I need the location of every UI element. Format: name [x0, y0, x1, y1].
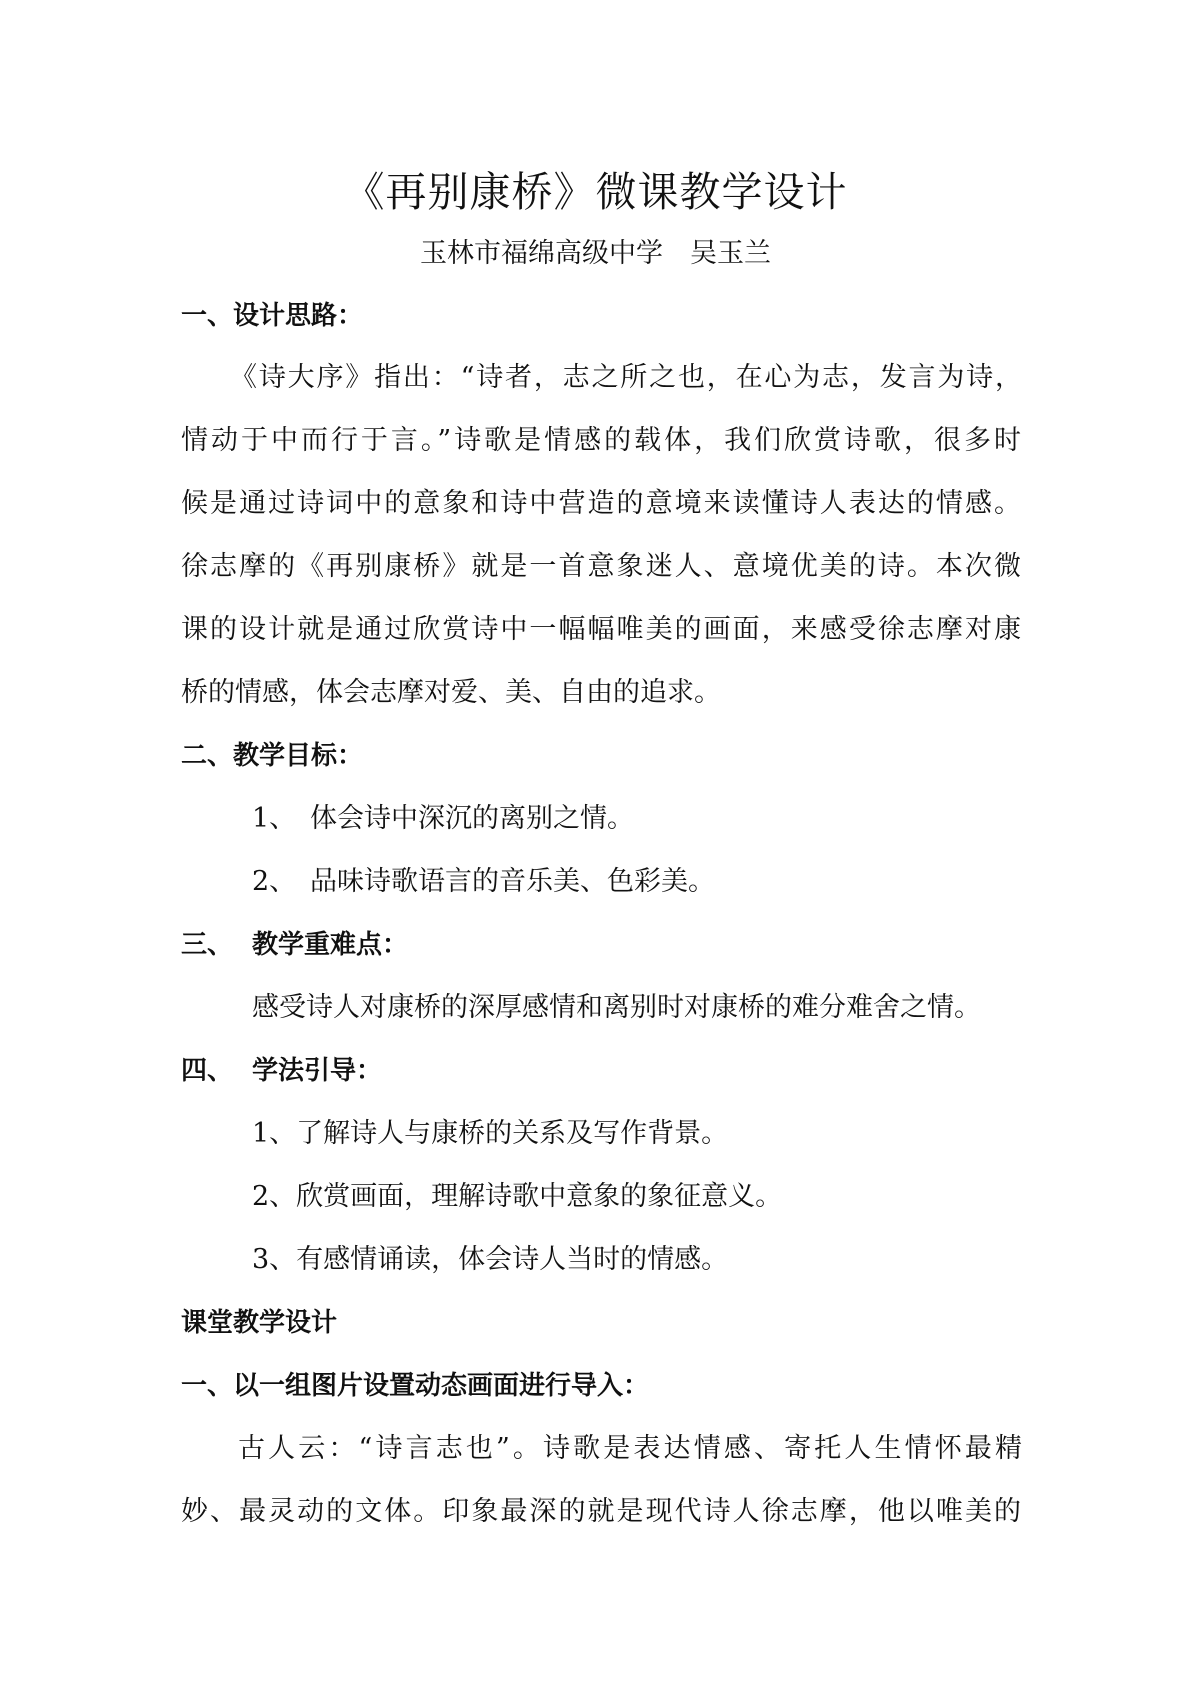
list-item: 1、了解诗人与康桥的关系及写作背景。 — [252, 1118, 729, 1149]
section-heading-design-idea: 一、设计思路： — [181, 301, 364, 331]
section-number: 三、 — [181, 930, 234, 960]
paragraph-line: 感受诗人对康桥的深厚感情和离别时对康桥的难分难舍之情。 — [252, 992, 981, 1023]
section-heading-key-points: 教学重难点： — [252, 930, 409, 960]
paragraph-line: 徐志摩的《再别康桥》就是一首意象迷人、意境优美的诗。本次微 — [181, 551, 1021, 582]
list-item: 体会诗中深沉的离别之情。 — [310, 803, 634, 834]
section-heading-introduction: 一、以一组图片设置动态画面进行导入： — [181, 1371, 650, 1401]
paragraph-line: 古人云：“诗言志也”。诗歌是表达情感、寄托人生情怀最精 — [238, 1433, 1022, 1464]
document-title: 《再别康桥》微课教学设计 — [343, 168, 848, 216]
list-item: 2、欣赏画面，理解诗歌中意象的象征意义。 — [252, 1181, 783, 1212]
section-heading-classroom-design: 课堂教学设计 — [181, 1308, 338, 1338]
paragraph-line: 妙、最灵动的文体。印象最深的就是现代诗人徐志摩，他以唯美的 — [181, 1496, 1021, 1527]
paragraph-line: 课的设计就是通过欣赏诗中一幅幅唯美的画面，来感受徐志摩对康 — [181, 614, 1021, 645]
section-number: 四、 — [181, 1056, 234, 1086]
paragraph-line: 桥的情感，体会志摩对爱、美、自由的追求。 — [181, 677, 721, 708]
list-item: 3、有感情诵读，体会诗人当时的情感。 — [252, 1244, 729, 1275]
paragraph-line: 《诗大序》指出：“诗者，志之所之也，在心为志，发言为诗， — [230, 362, 1022, 393]
list-item: 品味诗歌语言的音乐美、色彩美。 — [310, 866, 715, 897]
list-item-number: 1、 — [252, 803, 297, 834]
author-line: 玉林市福绵高级中学 吴玉兰 — [420, 238, 771, 269]
list-item-number: 2、 — [252, 866, 297, 897]
section-heading-teaching-goals: 二、教学目标： — [181, 741, 364, 771]
paragraph-line: 候是通过诗词中的意象和诗中营造的意境来读懂诗人表达的情感。 — [181, 488, 1021, 519]
section-heading-learning-guide: 学法引导： — [252, 1056, 383, 1086]
paragraph-line: 情动于中而行于言。”诗歌是情感的载体，我们欣赏诗歌，很多时 — [181, 425, 1021, 456]
